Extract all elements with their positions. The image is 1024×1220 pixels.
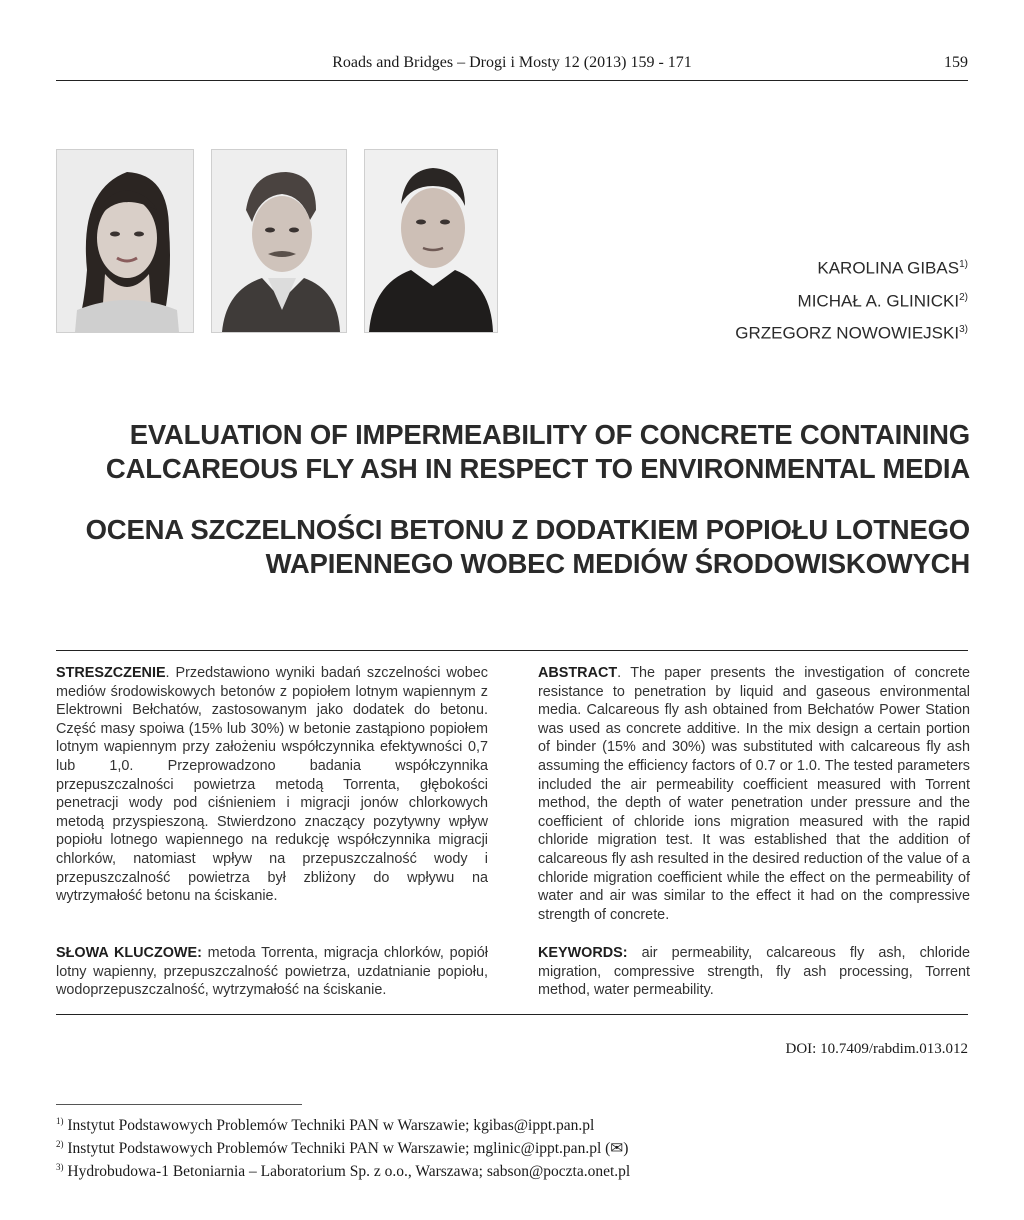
keywords-english-heading: KEYWORDS: bbox=[538, 945, 628, 961]
title-english: EVALUATION OF IMPERMEABILITY OF CONCRETE CONTAINING CALCAREOUS FLY ASH IN RESPECT TO ENVIRONMENTAL MEDIA bbox=[105, 419, 970, 484]
author-photo-2 bbox=[211, 149, 347, 333]
header-rule bbox=[56, 80, 968, 81]
footnote-rule bbox=[56, 1104, 302, 1105]
keywords-polish-heading: SŁOWA KLUCZOWE: bbox=[56, 945, 202, 961]
abstract-top-rule bbox=[56, 650, 968, 651]
affiliation-mark: 1) bbox=[959, 259, 968, 270]
affiliation-mark: 3) bbox=[959, 324, 968, 336]
footnotes bbox=[56, 1112, 630, 1181]
author-3: GRZEGORZ NOWOWIEJSKI$^{3)}$ bbox=[735, 323, 968, 343]
keywords-polish bbox=[56, 944, 488, 1000]
author-photo-3 bbox=[364, 149, 498, 333]
affiliation-mark: 2) bbox=[959, 291, 968, 303]
author-list bbox=[735, 250, 968, 348]
abstract-english-text: . The paper presents the investigation of concrete resistance to penetration by liquid and gaseous environmental media. Calcareous fly ash obtained from Bełchatów Power Station was used as concrete additive. In the mix design a certain portion of binder (15% and 30%) was substituted with calcareous fly ash assuming the efficiency factors of 0.7 or 1.0. The tested parameters included the air permeability coefficient measured with Torrent method, the depth of water penetration under pressure and the coefficient of chloride ions migration measured with the rapid chloride migration test. It was established that the addition of calcareous fly ash resulted in the desired reduction of the value of a chloride migration coefficient while the effect on the permeability of water and air was similar to the effect it had on the compressive strength of concrete. bbox=[538, 665, 970, 923]
abstract-polish bbox=[56, 664, 488, 906]
footnote-2: $^{2)}$ Instytut Podstawowych Problemów Techniki PAN w Warszawie; mglinic@ippt.pan.pl (✉) bbox=[56, 1139, 629, 1158]
keywords-polish-text: metoda Torrenta, migracja chlorków, popiół lotny wapienny, przepuszczalność powietrza, uzdatnianie popiołu, wodoprzepuszczalność, wytrzymałość na ściskanie. bbox=[56, 945, 489, 999]
abstract-bottom-rule bbox=[56, 1014, 968, 1015]
abstract-polish-text: . Przedstawiono wyniki badań szczelności wobec mediów środowiskowych betonów z popiołem lotnym wapiennym z Elektrowni Bełchatów, zastosowanym jako dodatek do betonu. Część masy spoiwa (15% lub 30%) w betonie zastąpiono popiołem lotnym wapiennym przy założeniu współczynnika efektywności 0,7 lub 1,0. Przeprowadzono badania współczynnika przepuszczalności powietrza metodą Torrenta, głębokości penetracji wody pod ciśnieniem i migracji jonów chlorkowych metodą przyspieszoną. Stwierdzono znaczący pozytywny wpływ popiołu lotnego wapiennego na redukcję współczynnika migracji chlorków, natomiast wpływ na przepuszczalność wody i przepuszczalność powietrza był zbliżony do wpływu na wytrzymałość betonu na ściskanie. bbox=[56, 665, 488, 905]
envelope-icon: (✉) bbox=[605, 1140, 629, 1158]
author-1: KAROLINA GIBAS$^{1)}$ bbox=[817, 258, 968, 278]
footnote-1: $^{1)}$ Instytut Podstawowych Problemów Techniki PAN w Warszawie; kgibas@ippt.pan.pl bbox=[56, 1116, 595, 1135]
author-photo-1 bbox=[56, 149, 194, 333]
doi: DOI: 10.7409/rabdim.013.012 bbox=[785, 1041, 968, 1057]
abstract-english bbox=[538, 664, 970, 924]
abstract-english-heading: ABSTRACT bbox=[538, 665, 618, 681]
page-number: 159 bbox=[944, 54, 968, 71]
keywords-english bbox=[538, 944, 970, 1000]
author-2: MICHAŁ A. GLINICKI$^{2)}$ bbox=[797, 291, 968, 311]
footnote-3: $^{3)}$ Hydrobudowa-1 Betoniarnia – Laboratorium Sp. z o.o., Warszawa; sabson@poczta.onet.pl bbox=[56, 1162, 631, 1181]
running-head bbox=[56, 54, 968, 78]
keywords-english-text: air permeability, calcareous fly ash, chloride migration, compressive strength, fly ash processing, Torrent method, water permeability. bbox=[538, 945, 970, 999]
title-polish: OCENA SZCZELNOŚCI BETONU Z DODATKIEM POPIOŁU LOTNEGO WAPIENNEGO WOBEC MEDIÓW ŚRODOWISKOWYCH bbox=[85, 514, 970, 579]
abstract-polish-heading: STRESZCZENIE bbox=[56, 665, 166, 681]
journal-citation: Roads and Bridges – Drogi i Mosty 12 (2013) 159 - 171 bbox=[332, 54, 692, 71]
